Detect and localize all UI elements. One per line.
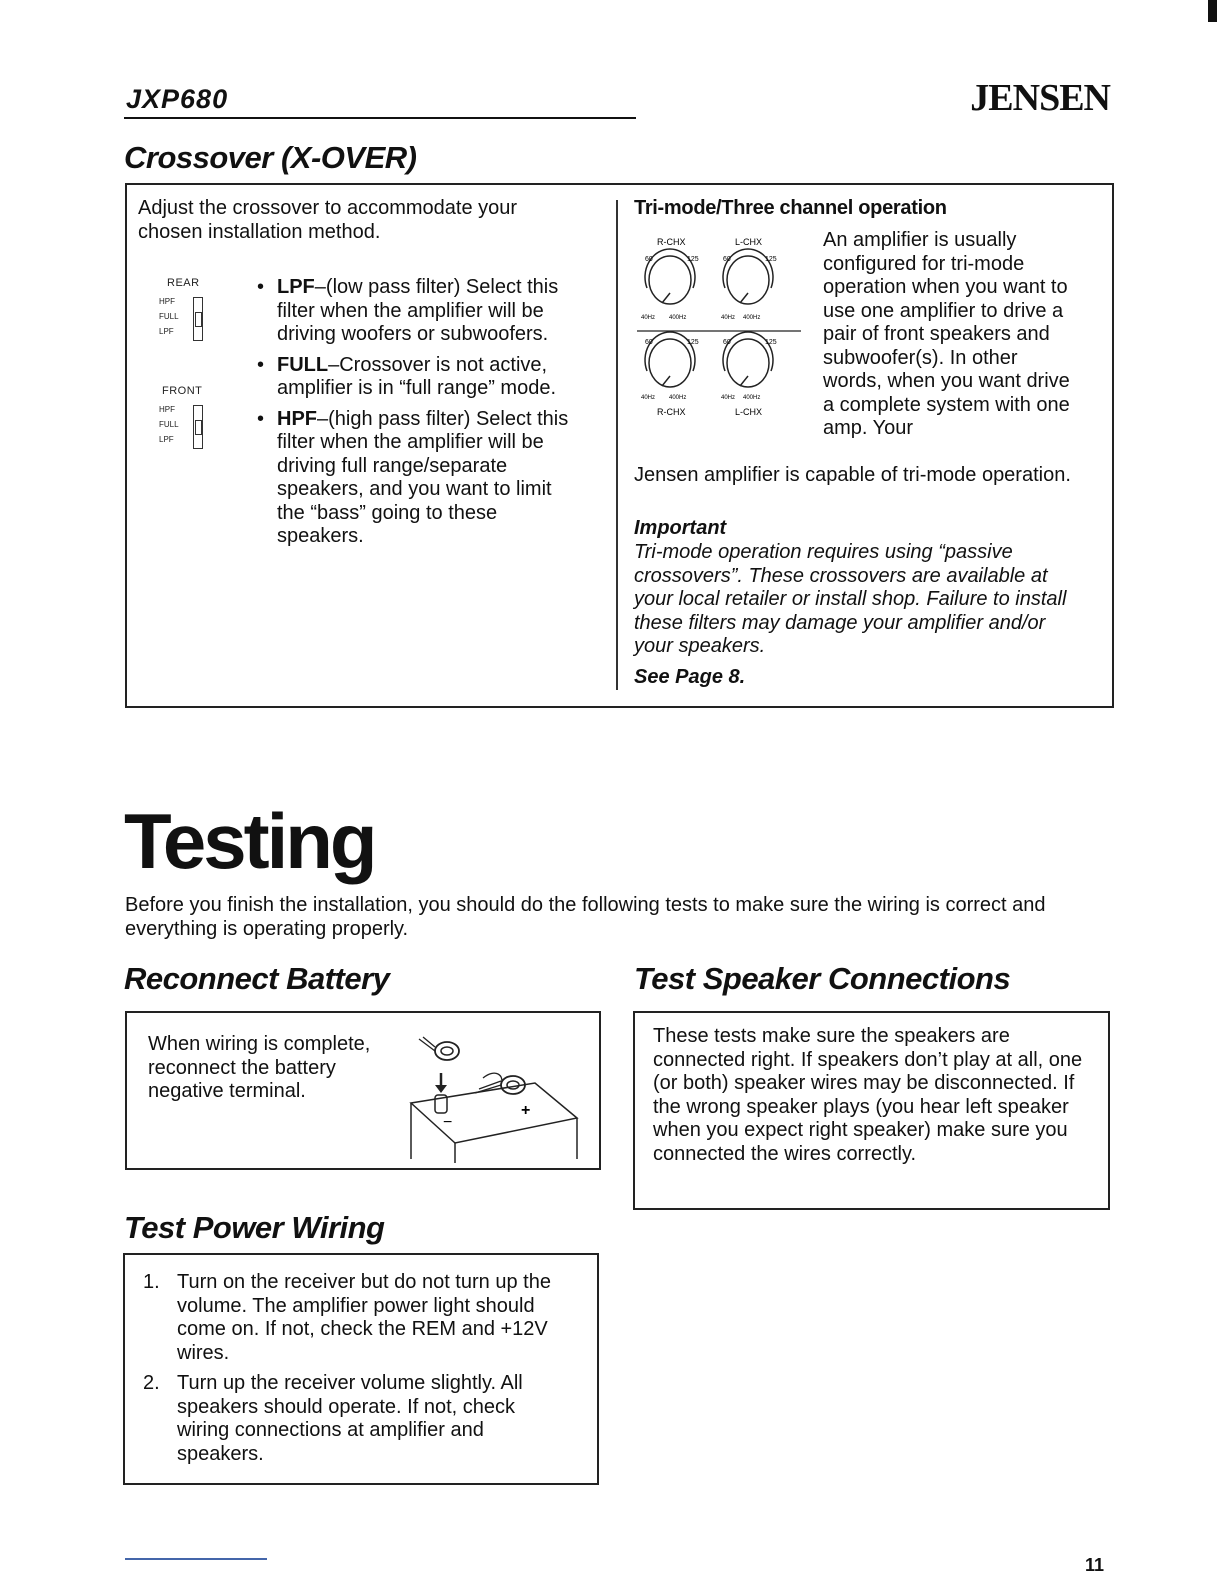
knob-diagram (637, 233, 807, 433)
testing-title: Testing (124, 797, 375, 885)
knob-label-rchx-bottom: R-CHX (657, 407, 686, 417)
rear-switch-diagram (157, 277, 247, 357)
tick-400hz: 400Hz (743, 315, 761, 321)
footer-line (125, 1558, 267, 1560)
test-power-steps (143, 1271, 563, 1473)
battery-plus: + (521, 1102, 531, 1119)
trimode-heading: Tri-mode/Three channel operation (634, 197, 947, 219)
crossover-bullet-list (257, 276, 577, 556)
see-page-link: See Page 8. (634, 666, 746, 688)
column-divider (616, 200, 618, 690)
reconnect-battery-title: Reconnect Battery (124, 961, 390, 996)
reconnect-battery-text: When wiring is complete, reconnect the battery negative terminal. (148, 1033, 371, 1102)
header-rule (124, 117, 636, 119)
front-switch-slider (195, 420, 202, 435)
corner-mark (1208, 0, 1217, 22)
rear-switch-slider (195, 312, 202, 327)
front-switch-body (193, 405, 203, 449)
crossover-knobs-svg (637, 233, 807, 433)
bullet-term: LPF (277, 276, 315, 298)
knob-label-lchx-bottom: L-CHX (735, 407, 763, 417)
bullet-text: –(low pass filter) Select this filter when the amplifier will be driving woofers or subwoofers. (277, 276, 559, 345)
lpf-label: LPF (159, 435, 174, 444)
bullet-term: FULL (277, 353, 329, 376)
testing-intro: Before you finish the installation, you should do the following tests to make sure the wiring is correct and everything is operating properly. (125, 894, 1046, 940)
front-switch-diagram (157, 385, 247, 465)
list-item (143, 1271, 563, 1365)
test-speaker-text: These tests make sure the speakers are connected right. If speakers don’t play at all, one (or both) speaker wires may be disconnected. If the wrong speaker plays (you hear left speaker when you expect right speaker) make sure you connected the wires correctly. (653, 1025, 1083, 1165)
crossover-title: Crossover (X-OVER) (124, 140, 417, 175)
battery-minus: − (443, 1114, 453, 1131)
list-item: • FULL–Crossover is not active, amplifier is in “full range” mode. (257, 353, 556, 399)
list-item: • HPF–(high pass filter) Select this filter when the amplifier will be driving full range/separate speakers, and you want to limit the “bass” going to these speakers. (257, 407, 569, 547)
tick-40hz: 40Hz (641, 315, 656, 321)
step-number: 2. (143, 1372, 160, 1394)
test-speaker-box (633, 1011, 1110, 1210)
tick-40hz: 40Hz (721, 315, 736, 321)
battery-icon (405, 1023, 585, 1163)
tick-40hz: 40Hz (641, 395, 656, 401)
tick-400hz: 400Hz (669, 395, 687, 401)
test-speaker-title: Test Speaker Connections (634, 961, 1011, 996)
tick-60: 60 (723, 339, 731, 346)
brand-logo: JENSEN (970, 77, 1110, 119)
step-text: Turn up the receiver volume slightly. All speakers should operate. If not, check wiring connections at amplifier and speakers. (177, 1372, 523, 1465)
hpf-label: HPF (159, 405, 175, 414)
hpf-label: HPF (159, 297, 175, 306)
tick-125: 125 (687, 339, 699, 346)
crossover-box (125, 183, 1114, 708)
model-name: JXP680 (126, 84, 229, 114)
bullet-term: HPF (277, 407, 317, 430)
trimode-text-continued: Jensen amplifier is capable of tri-mode operation. (634, 464, 1071, 486)
knob-label-rchx-top: R-CHX (657, 237, 686, 247)
rear-switch-body (193, 297, 203, 341)
trimode-text: An amplifier is usually configured for tri-mode operation when you want to use one amplifier to drive a pair of front speakers and subwoofer(s). In other words, when you want drive a complete system with one amp. Your (823, 229, 1070, 439)
important-text: Tri-mode operation requires using “passive crossovers”. These crossovers are available at your local retailer or install shop. Failure to install these filters may damage your amplifier and/or your speakers. (634, 541, 1067, 657)
tick-125: 125 (687, 256, 699, 263)
rear-switch-label: REAR (167, 277, 200, 289)
bullet-text: –(high pass filter) Select this filter when the amplifier will be driving full range/separate speakers, and you want to limit the “bass” going to these speakers. (277, 407, 569, 547)
tick-60: 60 (645, 339, 653, 346)
tick-125: 125 (765, 339, 777, 346)
full-label: FULL (159, 420, 179, 429)
list-item (143, 1372, 563, 1466)
tick-60: 60 (645, 256, 653, 263)
tick-125: 125 (765, 256, 777, 263)
front-switch-label: FRONT (162, 385, 203, 397)
bullet-text: –Crossover is not active, amplifier is in “full range” mode. (277, 353, 556, 399)
tick-400hz: 400Hz (743, 395, 761, 401)
list-item: • LPF–(low pass filter) Select this filter when the amplifier will be driving woofers or subwoofers. (257, 276, 559, 345)
page-number: 11 (1084, 1555, 1104, 1575)
tick-400hz: 400Hz (669, 315, 687, 321)
lpf-label: LPF (159, 327, 174, 336)
step-number: 1. (143, 1271, 160, 1293)
important-heading: Important (634, 517, 727, 539)
crossover-intro: Adjust the crossover to accommodate your chosen installation method. (138, 197, 518, 243)
test-power-title: Test Power Wiring (124, 1210, 385, 1245)
test-power-box (123, 1253, 599, 1485)
tick-60: 60 (723, 256, 731, 263)
step-text: Turn on the receiver but do not turn up the volume. The amplifier power light should come on. If not, check the REM and +12V wires. (177, 1271, 551, 1364)
tick-40hz: 40Hz (721, 395, 736, 401)
full-label: FULL (159, 312, 179, 321)
reconnect-battery-box (125, 1011, 601, 1170)
knob-label-lchx-top: L-CHX (735, 237, 763, 247)
